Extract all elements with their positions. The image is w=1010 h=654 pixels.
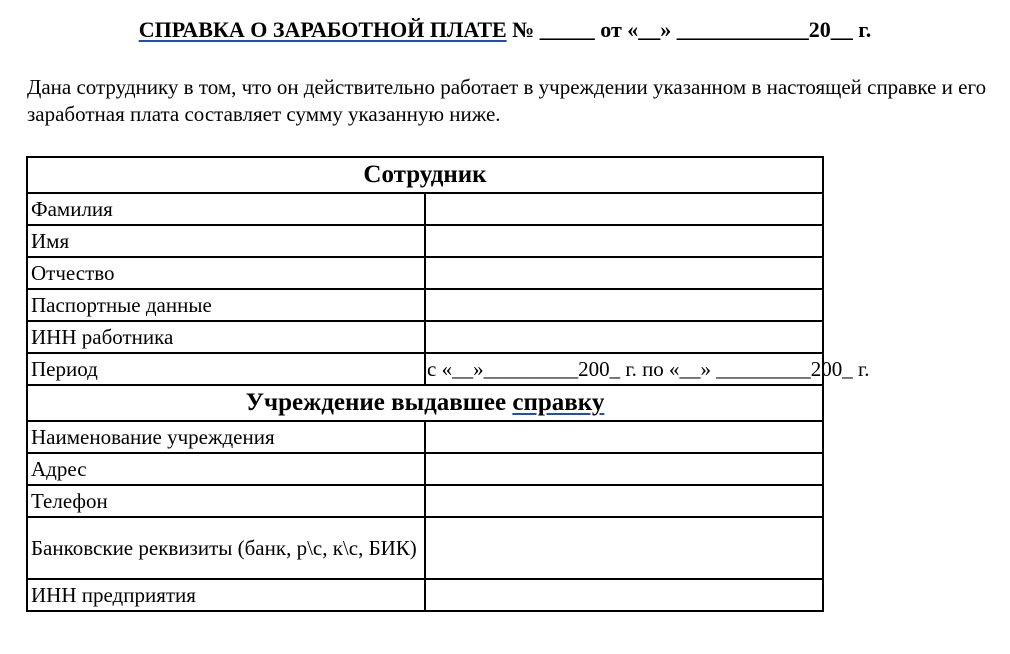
organization-heading-link[interactable]: справку [512,389,605,416]
period-field[interactable]: с «__»_________200_ г. по «__» _________200_ г. [425,353,823,385]
address-label: Адрес [27,453,425,485]
certificate-table [26,156,870,612]
document-title [0,16,1010,44]
first-name-field[interactable] [425,225,823,257]
table-row [27,289,823,321]
employee-heading: Сотрудник [27,157,823,193]
org-inn-label: ИНН предприятия [27,579,425,611]
surname-field[interactable] [425,193,823,225]
surname-label: Фамилия [27,193,425,225]
org-name-label: Наименование учреждения [27,421,425,453]
org-name-field[interactable] [425,421,823,453]
table-row [27,353,823,385]
table-row [27,517,823,579]
employee-inn-label: ИНН работника [27,321,425,353]
phone-field[interactable] [425,485,823,517]
bank-details-label: Банковские реквизиты (банк, р\с, к\с, БИК) [27,517,425,579]
period-label: Период [27,353,425,385]
table-row [27,421,823,453]
patronymic-label: Отчество [27,257,425,289]
table-row [27,193,823,225]
address-field[interactable] [425,453,823,485]
table-row [27,579,823,611]
passport-field[interactable] [425,289,823,321]
table-row [27,225,823,257]
employee-inn-field[interactable] [425,321,823,353]
organization-section-header [27,385,823,421]
organization-heading [27,385,823,421]
title-link[interactable]: СПРАВКА О ЗАРАБОТНОЙ ПЛАТЕ [138,17,507,42]
title-number-date: № _____ от «__» ____________20__ г. [506,17,872,42]
table-row [27,485,823,517]
patronymic-field[interactable] [425,257,823,289]
employee-section-header [27,157,823,193]
table-row [27,257,823,289]
phone-label: Телефон [27,485,425,517]
table-row [27,453,823,485]
table-row [27,321,823,353]
org-inn-field[interactable] [425,579,823,611]
organization-heading-text: Учреждение выдавшее [245,389,513,416]
passport-label: Паспортные данные [27,289,425,321]
intro-paragraph: Дана сотруднику в том, что он действительно работает в учреждении указанном в настоящей справке и его заработная плата составляет сумму указанную ниже. [27,75,987,126]
bank-details-field[interactable] [425,517,823,579]
first-name-label: Имя [27,225,425,257]
